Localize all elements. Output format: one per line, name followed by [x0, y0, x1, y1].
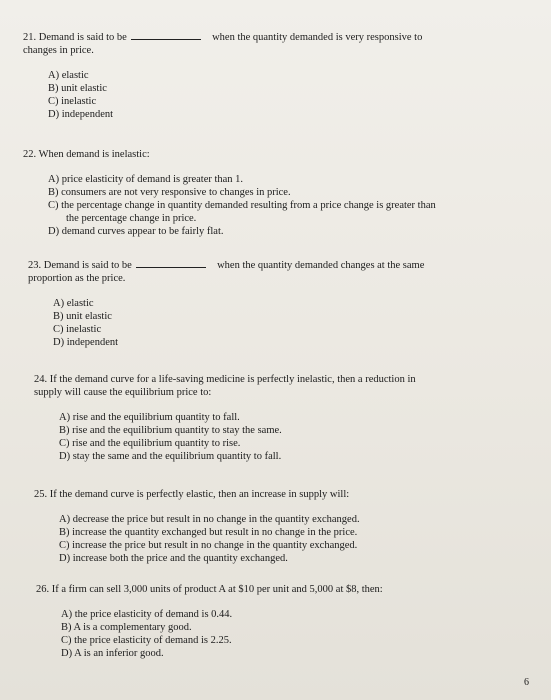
option-b: B) consumers are not very responsive to changes in price. — [48, 187, 291, 198]
options-list — [23, 173, 523, 238]
options-list — [23, 69, 422, 121]
question-number: 23. — [28, 260, 42, 271]
options-list — [28, 297, 424, 349]
question-stem: 26. If a firm can sell 3,000 units of product A at $10 per unit and 5,000 at $8, then: — [36, 584, 383, 595]
option-a: A) the price elasticity of demand is 0.44. — [61, 609, 233, 620]
answer-blank — [131, 30, 201, 40]
question-22 — [23, 148, 523, 238]
option-b: B) unit elastic — [53, 311, 112, 322]
question-number: 22. — [23, 149, 37, 160]
question-number: 21. — [23, 32, 37, 43]
question-stem: 23. Demand is said to be when the quantity demanded changes at the same — [28, 260, 425, 271]
options-list — [34, 513, 360, 565]
option-d: D) demand curves appear to be fairly flat. — [48, 226, 224, 237]
question-number: 24. — [34, 374, 48, 385]
option-a: A) price elasticity of demand is greater than 1. — [48, 174, 244, 185]
options-list — [36, 608, 383, 660]
page-number: 6 — [524, 677, 529, 688]
option-b: B) A is a complementary good. — [61, 622, 192, 633]
option-c: C) rise and the equilibrium quantity to rise. — [59, 438, 241, 449]
option-a: A) elastic — [53, 298, 94, 309]
options-list — [34, 411, 416, 463]
option-d: D) increase both the price and the quantity exchanged. — [59, 553, 288, 564]
option-d: D) independent — [48, 109, 114, 120]
question-24: 24. If the demand curve for a life-saving medicine is perfectly inelastic, then a reduction in supply will cause the equilibrium price to: A) rise and the equilibrium quantity to fall. B) rise and the equilibrium quantity to stay the same. C) rise and the equilibrium quantity to rise. D) stay the same and the equilibrium quantity to fall. — [34, 374, 416, 462]
option-b: B) rise and the equilibrium quantity to stay the same. — [59, 425, 282, 436]
answer-blank — [136, 258, 206, 268]
question-stem: 21. Demand is said to be when the quantity demanded is very responsive to — [23, 32, 423, 43]
option-b: B) increase the quantity exchanged but result in no change in the price. — [59, 527, 358, 538]
question-21: 21. Demand is said to be when the quantity demanded is very responsive to changes in price. A) elastic B) unit elastic C) inelastic D) independent — [23, 32, 423, 120]
option-a: A) decrease the price but result in no change in the quantity exchanged. — [59, 514, 360, 525]
question-stem: 22. When demand is inelastic: — [23, 149, 150, 160]
question-number: 26. — [36, 584, 50, 595]
question-25 — [34, 488, 360, 565]
question-number: 25. — [34, 489, 48, 500]
option-c: C) inelastic — [53, 324, 102, 335]
question-26 — [36, 583, 383, 660]
option-a: A) elastic — [48, 70, 89, 81]
option-c: C) inelastic — [48, 96, 97, 107]
question-stem: 24. If the demand curve for a life-saving medicine is perfectly inelastic, then a reduction in — [34, 374, 416, 385]
option-a: A) rise and the equilibrium quantity to fall. — [59, 412, 240, 423]
option-c: C) the percentage change in quantity demanded resulting from a price change is greater than the percentage change in price. — [48, 200, 436, 224]
option-c: C) the price elasticity of demand is 2.25. — [61, 635, 232, 646]
question-stem: 25. If the demand curve is perfectly elastic, then an increase in supply will: — [34, 489, 350, 500]
option-d: D) independent — [53, 337, 119, 348]
question-23: 23. Demand is said to be when the quantity demanded changes at the same proportion as the price. A) elastic B) unit elastic C) inelastic D) independent — [28, 260, 425, 348]
option-d: D) A is an inferior good. — [61, 648, 164, 659]
option-b: B) unit elastic — [48, 83, 107, 94]
option-d: D) stay the same and the equilibrium quantity to fall. — [59, 451, 282, 462]
option-c: C) increase the price but result in no change in the quantity exchanged. — [59, 540, 358, 551]
